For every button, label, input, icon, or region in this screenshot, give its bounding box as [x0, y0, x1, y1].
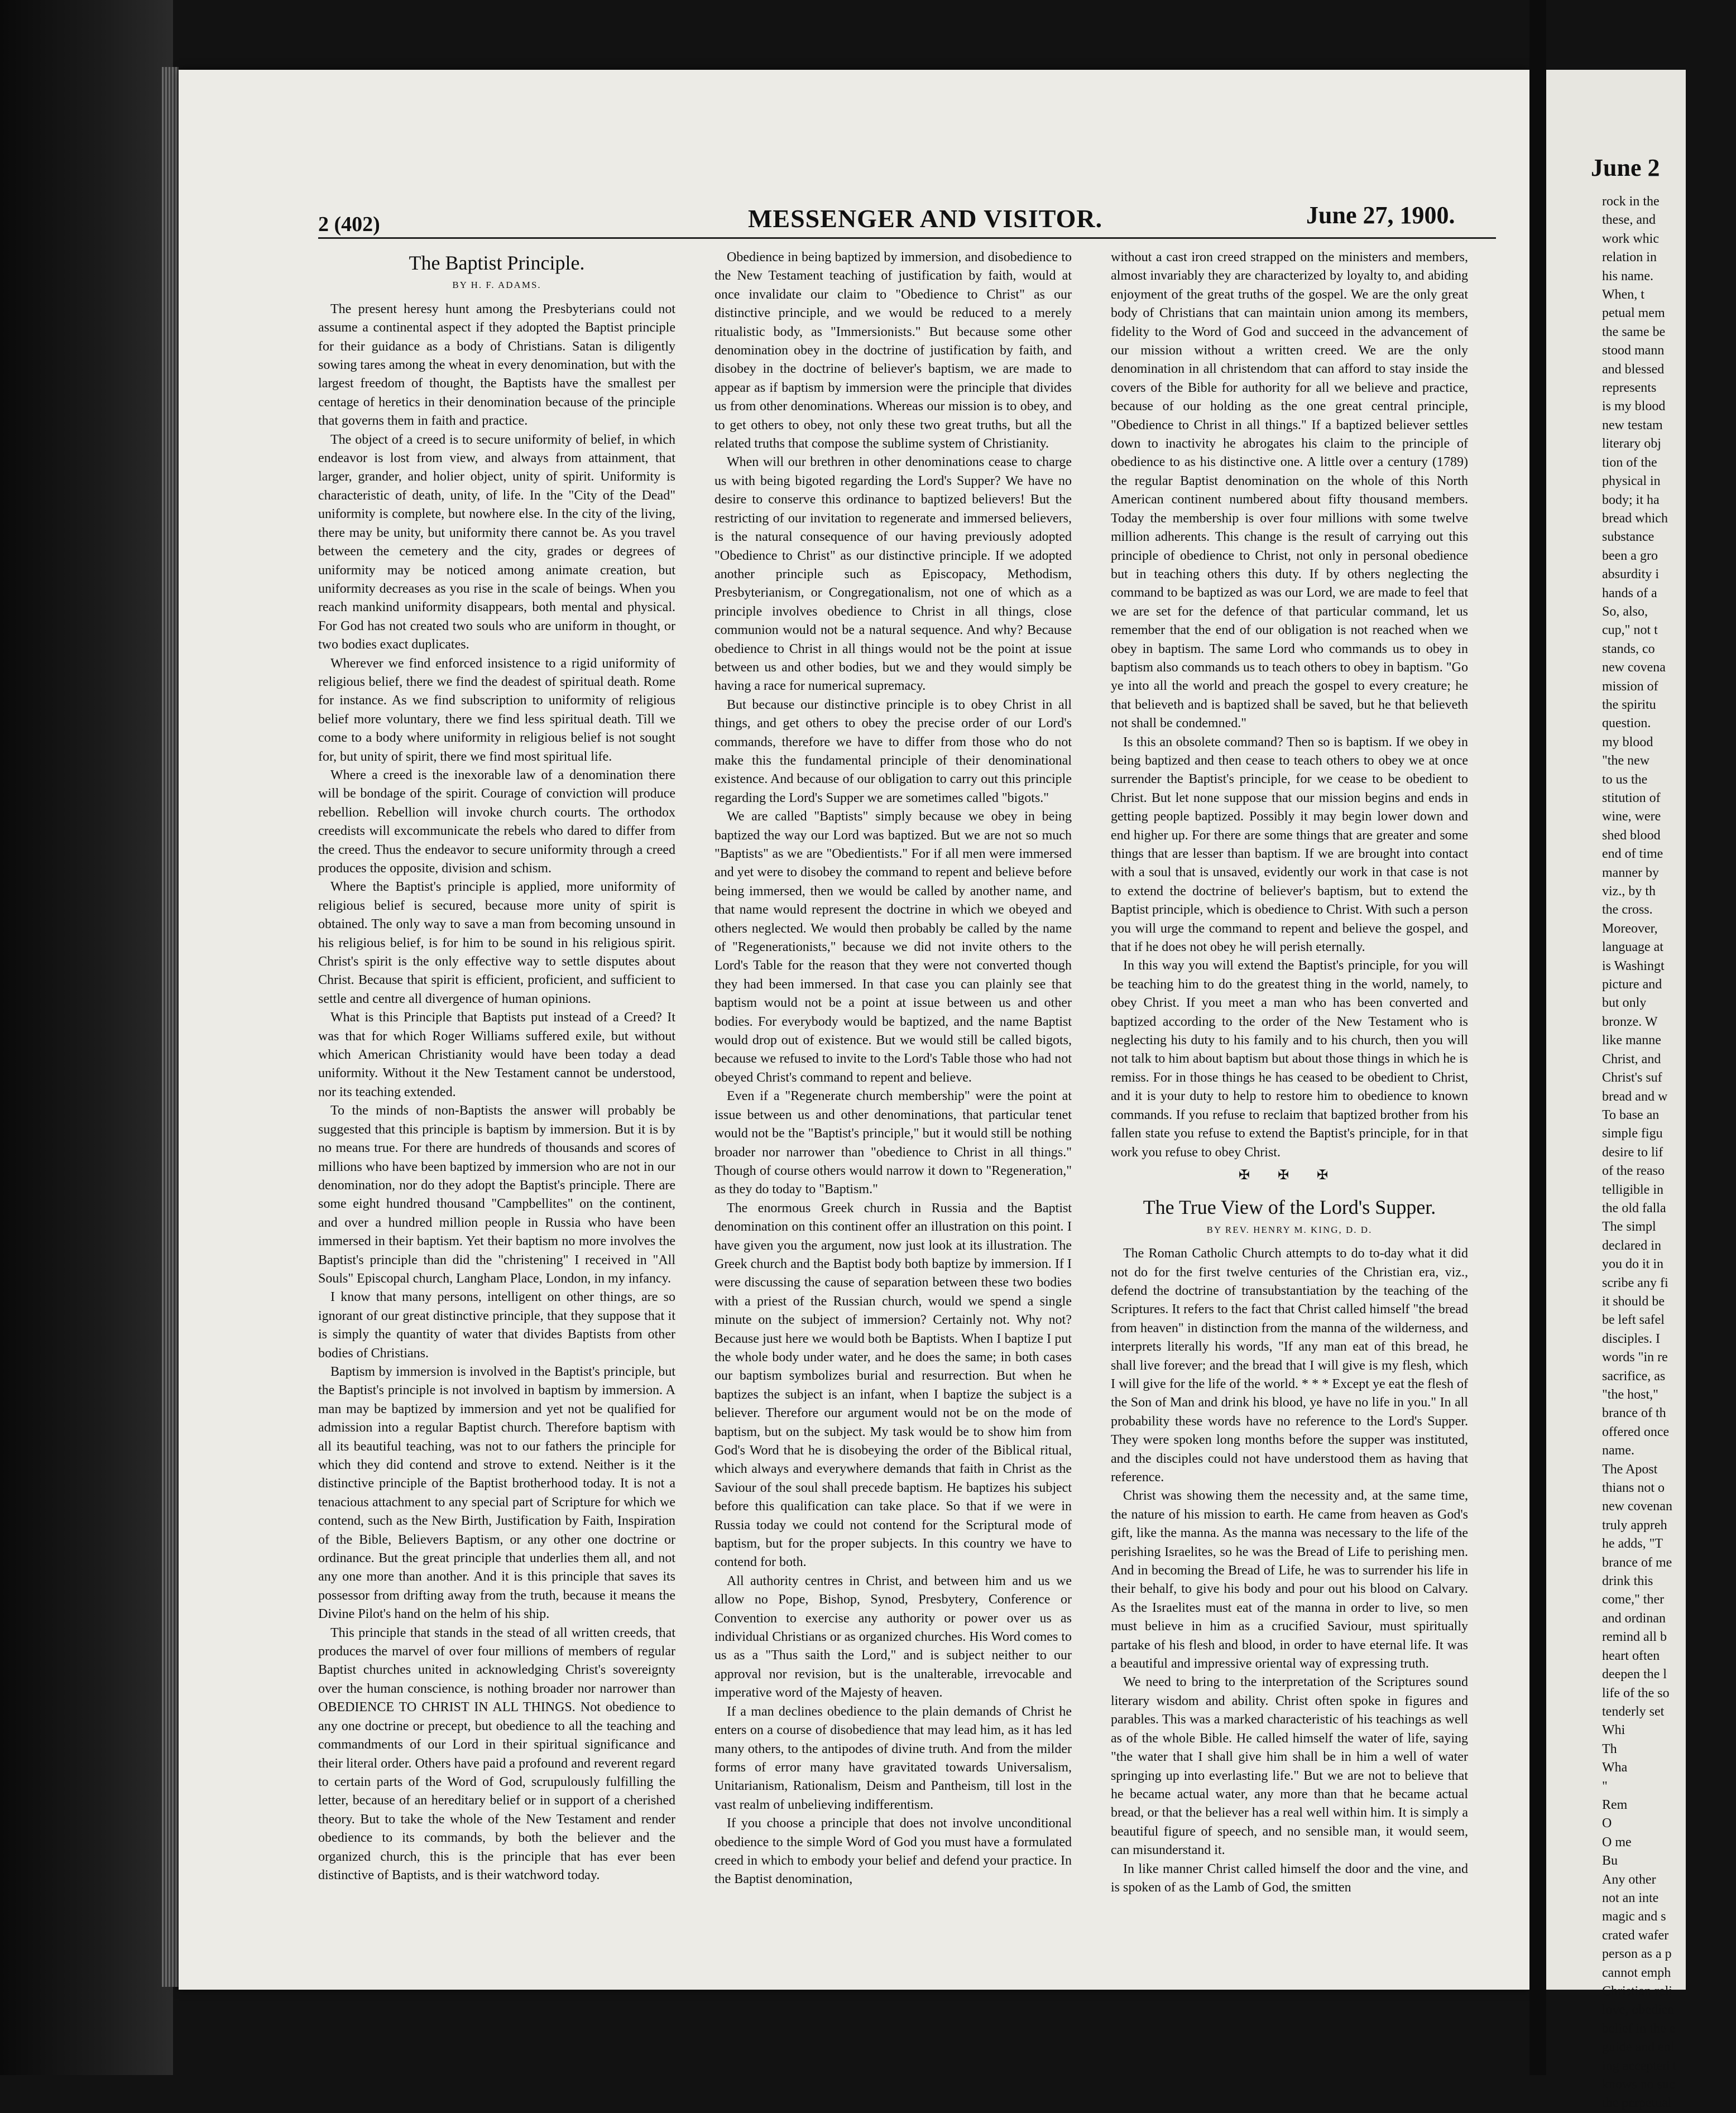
- paragraph: But because our distinctive principle is to obey Christ in all things, and get others to obey the precise order of our Lord's commands, therefore we have to differ from those who do not make this the fundamental principle of their denominational existence. And because of our obligation to carry out this principle regarding the Lord's Supper we are sometimes called "bigots.": [714, 697, 1072, 805]
- adjacent-page-line: he adds, "T: [1602, 1536, 1663, 1552]
- adjacent-page-line: knows no suc: [1602, 2077, 1675, 2092]
- adjacent-page-line: drink this: [1602, 1574, 1653, 1589]
- adjacent-page-line: petual mem: [1602, 306, 1665, 321]
- adjacent-page-line: tion of the: [1602, 455, 1657, 470]
- adjacent-page-line: come," ther: [1602, 1592, 1665, 1607]
- paragraph: Obedience in being baptized by immersion, and disobedience to the New Testament teaching of justification by faith, would at once invalidate our claim to "Obedience to Christ" as our distinctive principle, and we would be reduced to a merely ritualistic body, as "Immersionists." But because some other denomination obey in the doctrine of justification by faith, and disobey in the doctrine of believer's baptism, we are made to appear as if baptism by immersion were the principle that divides us from other denominations. Whereas our mission is to obey, and to get others to obey, not only these two great truths, but all the related truths that compose the sublime system of Christianity.: [714, 250, 1072, 452]
- page-number: 2 (402): [318, 213, 380, 236]
- paragraph: The enormous Greek church in Russia and the Baptist denomination on this continent offer an illustration on this point. I have given you the argument, now just look at its illustration. The Greek church and the Baptist body both baptize by immersion. If I were discussing the cause of separation between these two bodies with a priest of the Russian church, would we spend a single minute on the subject of immersion? Certainly not. Why not? Because just here we would both be Baptists. When I baptize I put the whole body under water, and he does the same; in both cases our baptism symbolizes burial and resurrection. But when he baptizes the subject is an infant, when I baptize the subject is a believer. Therefore our argument would not be on the mode of baptism, but on the subject. My task would be to show him from God's Word that he is disobeying the order of the Biblical ritual, which always and everywhere demands that faith in Christ as the Saviour of the soul shall precede baptism. He baptizes his subject before this qualification can take place. So that if we were in Russia today we could not contend for the Scriptural mode of baptism, but for the proper subjects. In this country we have to contend for both.: [714, 1200, 1072, 1570]
- article-title: The True View of the Lord's Supper.: [1143, 1196, 1436, 1219]
- paragraph: Where a creed is the inexorable law of a denomination there will be bondage of the spirit. Courage of conviction will produce rebellion. Rebellion will invoke church courts. The orthodox creedists will excommunicate the rebels who dared to differ from the creed. Thus the endeavor to secure uniformity through a creed produces the opposite, division and schism.: [318, 767, 675, 876]
- paragraph: Baptism by immersion is involved in the Baptist's principle, but the Baptist's principle is not involved in baptism by immersion. A man may be baptized by immersion and yet not be qualified for admission into a regular Baptist church. Therefore baptism with all its beautiful teaching, was not to our fathers the principle for which they did contend and strove to extend. Neither is it the distinctive principle of the Baptist brotherhood today. It is not a tenacious attachment to any special part of Scripture for which we contend, such as the New Birth, Justification by Faith, Inspiration of the Bible, Believers Baptism, or any other one doctrine or ordinance. But the great principle that underlies them all, and not any one more than another. And it is this principle that saves its possessor from drifting away from the truth, because it means the Divine Pilot's hand on the helm of his ship.: [318, 1364, 675, 1622]
- adjacent-page-line: simple figu: [1602, 1126, 1663, 1141]
- adjacent-page-line: disciples. I: [1602, 1331, 1660, 1346]
- header-rule: [318, 237, 1496, 239]
- adjacent-page-line: bread and w: [1602, 1089, 1668, 1104]
- adjacent-page-line: bread which: [1602, 511, 1668, 526]
- adjacent-page-line: viz., by th: [1602, 884, 1656, 899]
- paragraph: Christ was showing them the necessity and, at the same time, the nature of his mission to earth. He came from heaven as God's gift, like the manna. As the manna was necessary to the life of the perishing Israelites, so he was the Bread of Life to perishing men. And in becoming the Bread of Life, he was to surrender his life in their behalf, to give his body and pour out his blood on Calvary. As the Israelites must eat of the manna in order to live, so men must believe in him as a crucified Saviour, must spiritually partake of his flesh and blood, in order to have eternal life. It was a beautiful and impressive oriental way of expressing truth.: [1111, 1488, 1468, 1672]
- paragraph: Wherever we find enforced insistence to a rigid uniformity of religious belief, there we find the deadest of spiritual death. Rome for instance. As we find subscription to uniformity of religious belief more voluntary, there we find less spiritual death. Till we come to a body where uniformity in religious belief is not sought for, but unity of spirit, there we find most spiritual life.: [318, 656, 675, 764]
- adjacent-page-line: and ordinan: [1602, 1611, 1666, 1626]
- adjacent-page-line: belief in the e: [1602, 2021, 1676, 2036]
- adjacent-page-line: truly appreh: [1602, 1517, 1667, 1533]
- adjacent-page-line: scribe any fi: [1602, 1275, 1668, 1290]
- paragraph: When will our brethren in other denominations cease to charge us with being bigoted regarding the Lord's Supper? We have no desire to conserve this ordinance to baptized believers! But the restricting of our invitation to regenerate and immersed believers, is the natural consequence of our having previously adopted "Obedience to Christ" as our distinctive principle. If we adopted another principle such as Episcopacy, Methodism, Presbyterianism, or Congregationalism, not one of which as a principle involves obedience to Christ in all things, close communion would not be a natural sequence. And why? Because obedience to Christ in all things would not be the point at issue between us and other bodies, but we and they would simply be having a race for numerical supremacy.: [714, 455, 1072, 694]
- adjacent-page-line: So, also,: [1602, 604, 1648, 619]
- adjacent-page-line: ": [1602, 1779, 1608, 1794]
- adjacent-page-line: The simpl: [1602, 1219, 1656, 1235]
- adjacent-page-line: desire to lif: [1602, 1145, 1663, 1160]
- adjacent-page-line: guide and enl: [1602, 2040, 1675, 2055]
- adjacent-page-line: life of the so: [1602, 1685, 1670, 1701]
- adjacent-page-line: manner by: [1602, 865, 1659, 880]
- adjacent-page: [1546, 70, 1686, 2111]
- article-byline: BY H. F. ADAMS.: [452, 280, 541, 291]
- adjacent-page-line: you do it in: [1602, 1257, 1664, 1272]
- adjacent-page-line: new covena: [1602, 660, 1666, 675]
- adjacent-page-line: O: [1602, 1816, 1612, 1831]
- adjacent-page-line: the same be: [1602, 324, 1666, 339]
- adjacent-page-line: stitution of: [1602, 791, 1661, 805]
- book-binding: [0, 0, 173, 2075]
- adjacent-page-line: offered once: [1602, 1424, 1670, 1439]
- paragraph: Even if a "Regenerate church membership" were the point at issue between us and other denominations, that particular tenet would not be the "Baptist's principle," but it would still be nothing broader nor narrower than "obedience to Christ in all things." Though of course others would narrow it down to "Regeneration," as they do today to "Baptism.": [714, 1089, 1072, 1197]
- adjacent-page-line: relation in: [1602, 250, 1657, 265]
- adjacent-page-line: cup," not t: [1602, 623, 1658, 638]
- paragraph: This principle that stands in the stead of all written creeds, that produces the marvel of over four millions of members of regular Baptist churches united in acknowledging Christ's sovereignty over the human conscience, is nothing broader nor narrower than OBEDIENCE TO CHRIST IN ALL THINGS. Not obedience to any one doctrine or precept, but obedience to all the teaching and commandments of our Lord in their spiritual significance and their literal order. Others have paid a profound and reverent regard to certain parts of the Word of God, scrupulously fulfilling the letter, because of an hereditary belief or in support of a cherished theory. But to take the whole of the New Testament and render obedience to its commands, by both the believer and the organized church, this is the principle that has ever been distinctive of Baptists, and is their watchword today.: [318, 1625, 675, 1883]
- paragraph: If you choose a principle that does not involve unconditional obedience to the simple Word of God you must have a formulated creed in which to embody your belief and defend your practice. In the Baptist denomination,: [714, 1816, 1072, 1887]
- adjacent-page-line: represents: [1602, 381, 1657, 396]
- column-2: [714, 248, 1072, 1889]
- adjacent-page-line: Moreover,: [1602, 921, 1658, 936]
- adjacent-page-line: love, obedien: [1602, 2002, 1675, 2018]
- adjacent-page-line: language at: [1602, 940, 1663, 955]
- issue-date: June 27, 1900.: [1306, 201, 1455, 229]
- paragraph: The Roman Catholic Church attempts to do to-day what it did not do for the first twelve centuries of the Christian era, viz., defend the doctrine of transubstantiation by the teaching of the Scriptures. It refers to the fact that Christ called himself "the bread from heaven" in distinction from the manna of the wilderness, and interprets literally his words, "If any man eat of this bread, he shall live forever; and the bread that I will give is my flesh, which I will give for the life of the world. * * * Except ye eat the flesh of the Son of Man and drink his blood, ye have no life in you." In all probability these words have no reference to the Lord's Supper. They were spoken long months before the supper was instituted, and the disciples could not have understood them as having that reference.: [1111, 1246, 1468, 1485]
- adjacent-page-line: To base an: [1602, 1107, 1660, 1122]
- paragraph: Is this an obsolete command? Then so is baptism. If we obey in being baptized and then cease to teach others to obey we at once surrender the Baptist's principle, for we cease to be obedient to Christ. But let none suppose that our mission begins and ends in getting people baptized. Possibly it may begin lower down and end higher up. For there are some things that are greater and some things that are lesser than baptism. If we are brought into contact with a soul that is unsaved, evidently our work in that case is not to extend the doctrine of believer's baptism, but to extend the Baptist principle, which is obedience to Christ. With such a person you will urge the command to repent and believe the gospel, and that if he does not obey he will perish eternally.: [1111, 734, 1468, 955]
- adjacent-page-line: new testam: [1602, 417, 1663, 433]
- paragraph: If a man declines obedience to the plain demands of Christ he enters on a course of disobedience that may lead him, as it has led many others, to the antipodes of divine truth. And from the milder forms of error many have gravitated towards Universalism, Unitarianism, Rationalism, Deism and Pantheism, till lost in the vast realm of unbelieving indifferentism.: [714, 1704, 1072, 1812]
- adjacent-page-line: "the host,": [1602, 1387, 1658, 1402]
- adjacent-page-line: cannot emph: [1602, 1965, 1671, 1980]
- adjacent-page-line: end of time: [1602, 847, 1663, 862]
- adjacent-page-line: Christ, and: [1602, 1051, 1661, 1067]
- adjacent-page-line: deepen the l: [1602, 1667, 1667, 1682]
- adjacent-page-line: it should be: [1602, 1294, 1665, 1309]
- adjacent-page-line: is my blood: [1602, 399, 1666, 414]
- adjacent-page-line: bronze. W: [1602, 1014, 1658, 1029]
- adjacent-page-line: hands of a: [1602, 585, 1657, 601]
- adjacent-page-line: sacrifice, as: [1602, 1368, 1666, 1384]
- adjacent-page-line: of the reaso: [1602, 1164, 1665, 1179]
- adjacent-page-line: absurdity i: [1602, 567, 1659, 582]
- adjacent-page-line: not an inte: [1602, 1890, 1659, 1905]
- paragraph: I know that many persons, intelligent on other things, are so ignorant of our great distinctive principle, that they suppose that it is simply the quantity of water that divides Baptists from other bodies of Christians.: [318, 1290, 675, 1361]
- adjacent-page-line: and blessed: [1602, 362, 1665, 377]
- book-gutter: [1529, 0, 1546, 2075]
- adjacent-page-line: his name.: [1602, 268, 1653, 284]
- adjacent-page-line: Christ's suf: [1602, 1070, 1662, 1086]
- paragraph: What is this Principle that Baptists put instead of a Creed? It was that for which Roger Williams suffered exile, but without which American Christianity would have been today a dead uniformity. Without it the New Testament cannot be understood, nor its teaching extended.: [318, 1010, 675, 1099]
- adjacent-page-line: rock in the: [1602, 194, 1660, 209]
- adjacent-page-line: brance of th: [1602, 1406, 1666, 1421]
- adjacent-page-line: stood mann: [1602, 343, 1665, 358]
- adjacent-page-line: declared in: [1602, 1238, 1661, 1253]
- adjacent-page-line: thians not o: [1602, 1481, 1665, 1496]
- adjacent-page-line: Whi: [1602, 1723, 1625, 1738]
- adjacent-page-line: O me: [1602, 1835, 1632, 1850]
- paragraph: In this way you will extend the Baptist's principle, for you will be teaching him to do the greatest thing in the world, namely, to obey Christ. If you meet a man who has been converted and baptized according to the order of the New Testament who is neglecting his duty to his family and to his church, then you will not talk to him about baptism but about those things in which he is remiss. For in those things he has ceased to be obedient to Christ, and it is your duty to help to restore him to obedience to known commands. If you refuse to reclaim that baptized brother from his fallen state you refuse to extend the Baptist's principle, for in that work you refuse to obey Christ.: [1111, 958, 1468, 1160]
- adjacent-page-line: the cross.: [1602, 902, 1653, 918]
- adjacent-page-text: [1602, 193, 1736, 2113]
- adjacent-page-line: name.: [1602, 1443, 1634, 1458]
- adjacent-page-line: physical in: [1602, 474, 1661, 489]
- paragraph: The present heresy hunt among the Presbyterians could not assume a continental aspect if they adopted the Baptist principle for their guidance as a body of Christians. Satan is diligently sowing tares among the wheat in every denomination, but with the largest freedom of thought, the Baptists have the smallest per centage of heretics in their denomination because of the principle that governs them in faith and practice.: [318, 301, 675, 429]
- adjacent-page-line: When, t: [1602, 287, 1644, 302]
- adjacent-page-line: heart often: [1602, 1648, 1660, 1663]
- adjacent-page-line: my blood: [1602, 734, 1653, 750]
- adjacent-page-line: brance of me: [1602, 1555, 1672, 1570]
- adjacent-page-line: the perpetual: [1602, 2096, 1672, 2111]
- adjacent-page-line: the old falla: [1602, 1200, 1666, 1216]
- paragraph: All authority centres in Christ, and between him and us we allow no Pope, Bishop, Synod, Presbytery, Conference or Convention to exercise any authority or power over us as individual Christians or as organized churches. His Word comes to us as a "Thus saith the Lord," and is subject neither to our approval nor revision, but is the unalterable, irrevocable and imperative word of the Majesty of heaven.: [714, 1573, 1072, 1701]
- adjacent-page-line: The Apost: [1602, 1462, 1658, 1477]
- adjacent-page-line: be left safel: [1602, 1313, 1665, 1328]
- adjacent-page-date: June 2: [1591, 154, 1660, 181]
- paragraph: We are called "Baptists" simply because we obey in being baptized the way our Lord was baptized. But we are not so much "Baptists" as we are "Obedientists." For if all men were immersed and yet were to disobey the command to repent and believe before being immersed, then we would be called by another name, and that name would represent the doctrine in which we obeyed and others neglected. We would then probably be called by the name of "Regenerationists," because we did not invite others to the Lord's Table for the reason that they were not converted though they had been immersed. In that case you can plainly see that baptism would not be a point at issue between us and other bodies. For everybody would be baptized, and the name Baptist would drop out of existence. But we would still be called bigots, because we refused to invite to the Lord's Table those who had not obeyed Christ's command to repent and believe.: [714, 809, 1072, 1085]
- adjacent-page-line: been a gro: [1602, 548, 1658, 563]
- paragraph: To the minds of non-Baptists the answer will probably be suggested that this principle is baptism by immersion. But it is by no means true. For there are hundreds of thousands and scores of millions who have been baptized by immersion who are not in our denomination, nor do they adopt the Baptist's principle. There are some eight hundred thousand "Campbellites" on the continent, and over a hundred million people in Russia who have been immersed in their baptism. Yet their baptism no more involves the Baptist's principle than did the "christening" I received in "All Souls" Episcopal church, Langham Place, London, in my infancy.: [318, 1103, 675, 1286]
- paragraph: We need to bring to the interpretation of the Scriptures sound literary wisdom and ability. Christ often spoke in figures and parables. This was a marked characteristic of his teachings as well as of the whole Bible. He called himself the water of life, saying "the water that I shall give him shall be in him a well of water springing up into everlasting life." But we are not to believe that he became actual water, any more than that he became actual bread, or that the believer has a real well within him. It is simply a beautiful figure of speech, and no sensible man, it would seem, can misunderstand it.: [1111, 1675, 1468, 1858]
- adjacent-page-line: mission of: [1602, 679, 1658, 694]
- adjacent-page-line: Christian reli: [1602, 1984, 1672, 1999]
- adjacent-page-line: these, and: [1602, 213, 1656, 228]
- column-1: [318, 248, 675, 1885]
- article-title: The Baptist Principle.: [409, 252, 585, 274]
- column-3: [1111, 248, 1468, 1897]
- adjacent-page-line: remind all b: [1602, 1630, 1667, 1645]
- paragraph: Where the Baptist's principle is applied, more uniformity of religious belief is secured, because more unity of spirit is obtained. The only way to save a man from becoming unsound in his religious belief, is for him to be sound in his religious spirit. Christ's spirit is the only effective way to settle disputes about Christ. Because that spirit is efficient, proficient, and sufficient to settle and centre all divergence of human opinions.: [318, 880, 675, 1006]
- adjacent-page-line: question.: [1602, 716, 1651, 731]
- adjacent-page-line: like manne: [1602, 1033, 1661, 1048]
- adjacent-page-line: person as a p: [1602, 1947, 1672, 1962]
- adjacent-page-line: is Washingt: [1602, 958, 1665, 973]
- adjacent-page-line: substance: [1602, 530, 1655, 545]
- adjacent-page-line: body; it ha: [1602, 492, 1660, 507]
- adjacent-page-line: wine, were: [1602, 809, 1661, 824]
- adjacent-page-line: the spiritu: [1602, 697, 1656, 712]
- adjacent-page-line: words "in re: [1602, 1350, 1668, 1365]
- adjacent-page-line: Rem: [1602, 1797, 1628, 1812]
- adjacent-page-line: "the new: [1602, 753, 1650, 769]
- adjacent-page-line: Any other: [1602, 1872, 1656, 1887]
- adjacent-page-line: Th: [1602, 1741, 1617, 1756]
- adjacent-page-line: magic and s: [1602, 1909, 1666, 1924]
- adjacent-page-line: new covenan: [1602, 1499, 1672, 1514]
- newspaper-page: [179, 70, 1529, 1990]
- adjacent-page-line: work whic: [1602, 231, 1659, 246]
- paragraph: without a cast iron creed strapped on the ministers and members, almost invariably they are characterized by loyalty to, and abiding enjoyment of the great truths of the gospel. We are the only great body of Christians that can maintain union among its members, fidelity to the Word of God and succeed in the advancement of our mission without a written creed. We are the only denomination in all christendom that can afford to stay inside the covers of the Bible for authority for all we believe and practice, because of our holding as the one great central principle, "Obedience to Christ in all things." If a baptized believer settles down to inactivity he abrogates his claim to the principle of obedience to as his distinctive one. A little over a century (1789) the regular Baptist denomination on the whole of this North American continent numbered about fifty thousand members. Today the membership is over four millions with some twelve million adherents. This change is the result of carrying out this principle of obedience to Christ, not only in personal obedience but in teaching others this duty. If by others neglecting the command to be baptized as was our Lord, we are made to feel that we are set for the defence of that particular command, let us remember that the end of our obligation is not reached when we obey in baptism. The same Lord who commands us to obey in baptism also commands us to teach others to obey in baptism. "Go ye into all the world and preach the gospel to every creature; he that believeth and is baptized shall be saved, but he that believeth not shall be condemned.": [1111, 250, 1468, 731]
- section-separator: ✠ ✠ ✠: [1238, 1168, 1341, 1183]
- adjacent-page-line: stands, co: [1602, 641, 1655, 656]
- adjacent-page-line: to us the: [1602, 772, 1648, 787]
- adjacent-page-line: ing accepted t: [1602, 2058, 1677, 2073]
- article-byline: BY REV. HENRY M. KING, D. D.: [1206, 1224, 1373, 1235]
- adjacent-page-line: but only: [1602, 996, 1647, 1011]
- adjacent-page-line: tenderly set: [1602, 1704, 1665, 1719]
- paragraph: In like manner Christ called himself the door and the vine, and is spoken of as the Lamb of God, the smitten: [1111, 1861, 1468, 1895]
- adjacent-page-line: crated wafer: [1602, 1928, 1669, 1943]
- adjacent-page-line: Bu: [1602, 1853, 1618, 1869]
- page-edges: [162, 67, 179, 1987]
- adjacent-page-line: picture and: [1602, 977, 1662, 992]
- adjacent-page-line: literary obj: [1602, 436, 1661, 452]
- paragraph: The object of a creed is to secure uniformity of belief, in which endeavor is lost from view, and always from attainment, that larger, grander, and holier object, unity of spirit. Uniformity is characteristic of death, unity, of life. In the "City of the Dead" uniformity is complete, but nowhere else. In the city of the living, there may be unity, but uniformity there cannot be. As you travel between the cemetery and the city, grades or degrees of uniformity may be noticed among animate creation, but uniformity decreases as you rise in the scale of beings. When you reach mankind uniformity disappears, both mental and physical. For God has not created two souls who are uniform in thought, or two bodies exact duplicates.: [318, 432, 675, 652]
- adjacent-page-line: Wha: [1602, 1760, 1628, 1775]
- adjacent-page-line: telligible in: [1602, 1182, 1663, 1197]
- adjacent-page-line: shed blood: [1602, 828, 1661, 843]
- masthead-title: MESSENGER AND VISITOR.: [748, 204, 1103, 233]
